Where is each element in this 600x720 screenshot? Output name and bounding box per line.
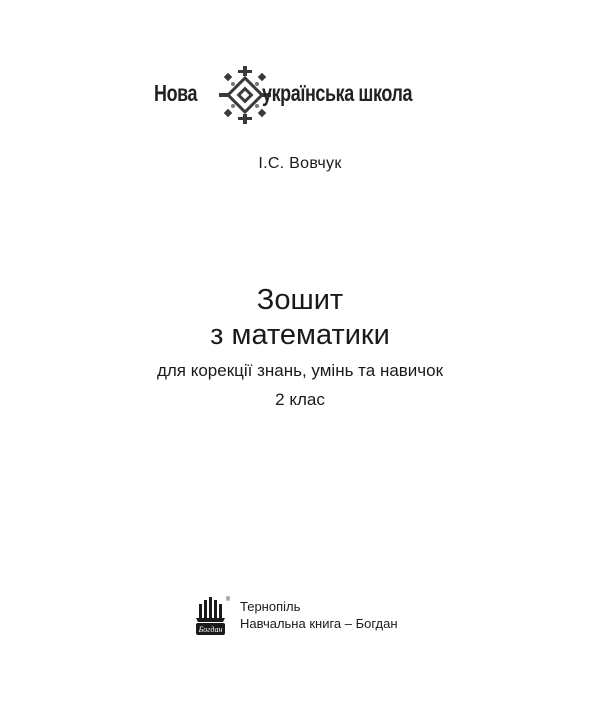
svg-text:®: ® xyxy=(225,597,231,603)
publisher-name: Навчальна книга – Богдан xyxy=(240,616,398,631)
book-subtitle: для корекції знань, умінь та навичок xyxy=(156,361,444,380)
book-title-line-2: з математики xyxy=(210,319,390,351)
series-word-nova: Нова xyxy=(154,80,198,106)
grade-label: 2 клас xyxy=(275,390,325,409)
publisher-city: Тернопіль xyxy=(240,599,301,614)
imprint xyxy=(240,598,398,632)
bogdan-publisher-logo-icon xyxy=(193,594,233,636)
author-name: І.С. Вовчук xyxy=(258,155,342,172)
book-title-line-1: Зошит xyxy=(256,284,344,316)
svg-text:Богдан: Богдан xyxy=(198,625,223,634)
series-logo xyxy=(154,66,419,124)
series-word-ukrainska-shkola: українська школа xyxy=(262,80,413,106)
